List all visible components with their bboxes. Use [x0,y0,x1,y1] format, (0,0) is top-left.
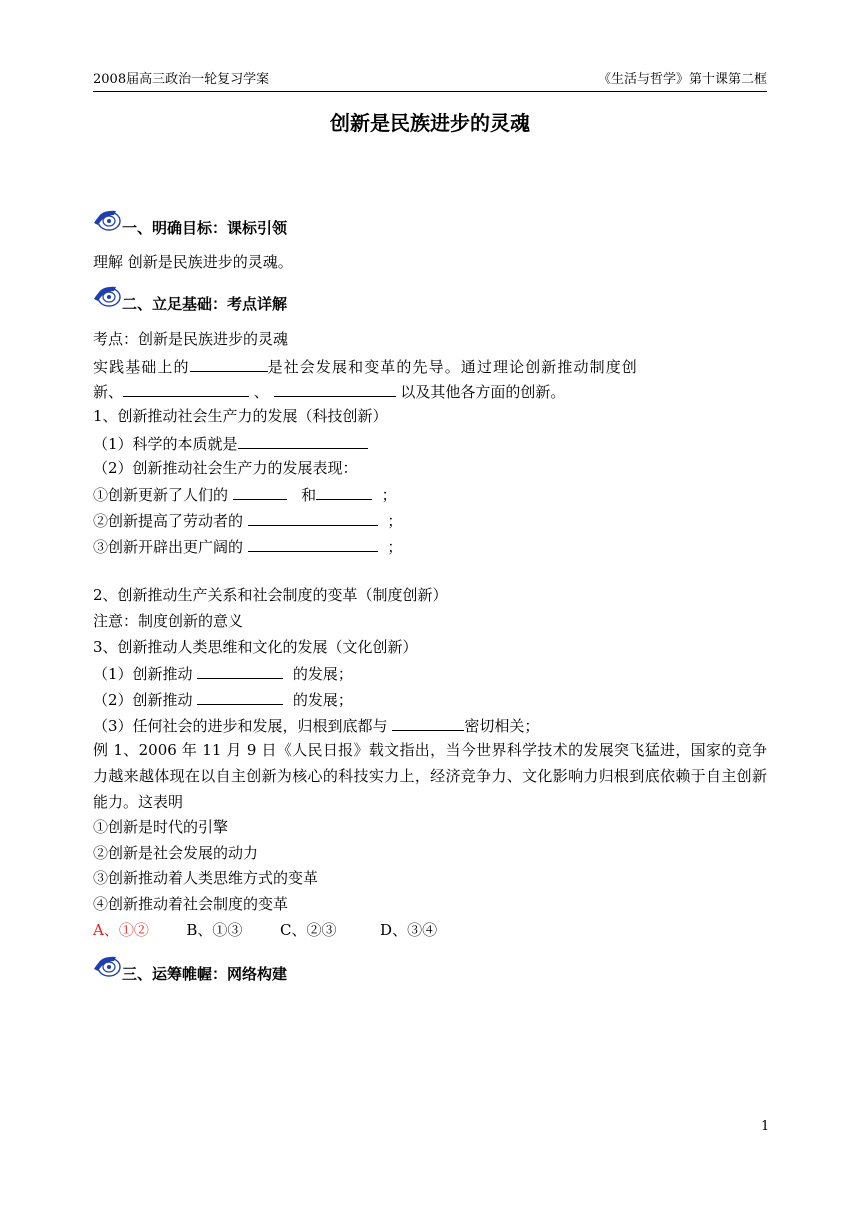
text-segment: ； [381,486,397,504]
paragraph-line-2 [93,380,565,402]
heading-3: 3、创新推动人类思维和文化的发展（文化创新） [93,638,418,656]
item-1 [93,483,397,505]
question-2: （2）创新推动社会生产力的发展表现： [93,459,358,477]
target-icon [92,953,122,979]
text-segment: （1）科学的本质就是 [93,435,238,453]
paragraph-line-1 [93,355,767,377]
text-segment: ； [387,512,403,530]
page-number: 1 [761,1119,770,1134]
fill-blank[interactable] [190,355,268,372]
option-4: ④创新推动着社会制度的变革 [93,895,289,913]
fill-blank[interactable] [197,662,283,679]
answer-a: A、①② [93,921,149,939]
answer-b: B、①③ [186,921,243,939]
text-segment: 以及其他各方面的创新。 [400,383,566,401]
text-segment: 、 [253,383,269,401]
answer-row [93,920,437,940]
question-1 [93,432,368,454]
fill-blank[interactable] [123,380,249,397]
option-1: ①创新是时代的引擎 [93,818,229,836]
option-2: ②创新是社会发展的动力 [93,844,259,862]
text-segment: ； [387,538,403,556]
text-segment: （2）创新推动 [93,691,193,709]
fill-blank[interactable] [274,380,396,397]
text-segment: 密切相关； [464,717,540,735]
text-segment: 的发展； [292,691,353,709]
note-line: 注意：制度创新的意义 [93,612,244,630]
section-1-heading: 一、明确目标：课标引领 [122,219,288,237]
text-segment: 的发展； [292,665,353,683]
item-r1 [93,662,353,684]
heading-2: 2、创新推动生产关系和社会制度的变革（制度创新） [93,586,448,604]
header-rule [93,91,767,92]
heading-1: 1、创新推动社会生产力的发展（科技创新） [93,407,388,425]
target-icon [92,207,122,233]
text-segment: 实践基础上的 [93,358,190,376]
target-icon [92,283,122,309]
example-paragraph: 例 1、2006 年 11 月 9 日《人民日报》载文指出，当今世界科学技术的发展突飞猛进，国家的竞争力越来越体现在以自主创新为核心的科技实力上，经济竞争力、文化影响力归根到底依赖于自主创新能力。这表明 [93,741,767,811]
section-2-heading: 二、立足基础：考点详解 [122,295,288,313]
option-3: ③创新推动着人类思维方式的变革 [93,869,319,887]
goal-text: 理解 创新是民族进步的灵魂。 [93,253,293,271]
header-left: 2008届高三政治一轮复习学案 [93,72,270,87]
page-title: 创新是民族进步的灵魂 [330,111,530,135]
text-segment: 新、 [93,383,124,401]
text-segment: 和 [301,486,317,504]
kaodian-line: 考点：创新是民族进步的灵魂 [93,330,289,348]
text-segment: （1）创新推动 [93,665,193,683]
answer-c: C、②③ [280,921,337,939]
fill-blank[interactable] [392,714,464,731]
section-3-heading: 三、运筹帷幄：网络构建 [122,965,288,983]
item-3 [93,535,402,557]
fill-blank[interactable] [248,535,378,552]
item-r3 [93,714,539,736]
text-segment: 是社会发展和变革的先导。通过理论创新推动制度创 [267,358,638,376]
fill-blank[interactable] [248,509,378,526]
fill-blank[interactable] [316,483,372,500]
item-r2 [93,688,353,710]
text-segment: （3）任何社会的进步和发展，归根到底都与 [93,717,388,735]
text-segment: ③创新开辟出更广阔的 [93,538,244,556]
fill-blank[interactable] [197,688,283,705]
item-2 [93,509,402,531]
header-right: 《生活与哲学》第十课第二框 [597,72,767,87]
text-segment: ①创新更新了人们的 [93,486,229,504]
text-segment: ②创新提高了劳动者的 [93,512,244,530]
fill-blank[interactable] [233,483,287,500]
fill-blank[interactable] [238,432,368,449]
answer-d: D、③④ [380,921,438,939]
